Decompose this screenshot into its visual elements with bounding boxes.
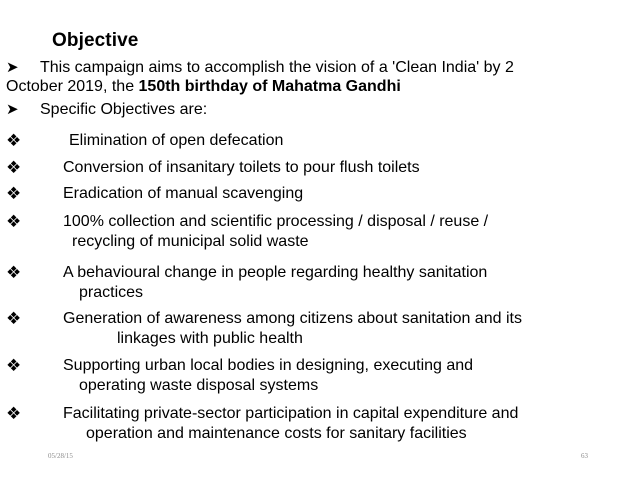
objective-item-continuation: operating waste disposal systems — [79, 377, 319, 394]
intro-highlight: 150th birthday of Mahatma Gandhi — [138, 78, 401, 95]
objective-item: Conversion of insanitary toilets to pour flush toilets — [63, 159, 420, 176]
objective-item-continuation: practices — [79, 284, 144, 301]
intro-line-2 — [6, 77, 401, 97]
diamond-bullet-icon: ❖ — [6, 131, 22, 150]
diamond-bullet-icon: ❖ — [6, 212, 22, 231]
objective-item-continuation: operation and maintenance costs for sanitary facilities — [86, 425, 467, 442]
objective-item-continuation: recycling of municipal solid waste — [72, 233, 309, 250]
objective-item: Facilitating private-sector participation in capital expenditure and — [63, 405, 519, 422]
objective-item: A behavioural change in people regarding healthy sanitation — [63, 264, 488, 281]
footer-page-number: 63 — [581, 452, 588, 460]
objective-item: Supporting urban local bodies in designing, executing and — [63, 357, 474, 374]
intro-line-1: This campaign aims to accomplish the vision of a 'Clean India' by 2 — [40, 59, 514, 76]
diamond-bullet-icon: ❖ — [6, 184, 22, 203]
objective-item: 100% collection and scientific processing / disposal / reuse / — [63, 213, 489, 230]
objective-item: Eradication of manual scavenging — [63, 185, 304, 202]
diamond-bullet-icon: ❖ — [6, 309, 22, 328]
diamond-bullet-icon: ❖ — [6, 404, 22, 423]
intro-line-2-prefix: October 2019, the — [6, 78, 139, 95]
diamond-bullet-icon: ❖ — [6, 263, 22, 282]
diamond-bullet-icon: ❖ — [6, 356, 22, 375]
diamond-bullet-icon: ❖ — [6, 158, 22, 177]
arrow-bullet-icon: ➤ — [6, 59, 19, 76]
arrow-bullet-icon: ➤ — [6, 101, 19, 118]
slide-title: Objective — [52, 30, 139, 51]
objective-item-continuation: linkages with public health — [117, 330, 303, 347]
objective-item: Generation of awareness among citizens about sanitation and its — [63, 310, 522, 327]
objective-item: Elimination of open defecation — [69, 132, 284, 149]
specific-objectives-heading: Specific Objectives are: — [40, 101, 208, 118]
footer-date: 05/28/15 — [48, 452, 73, 460]
